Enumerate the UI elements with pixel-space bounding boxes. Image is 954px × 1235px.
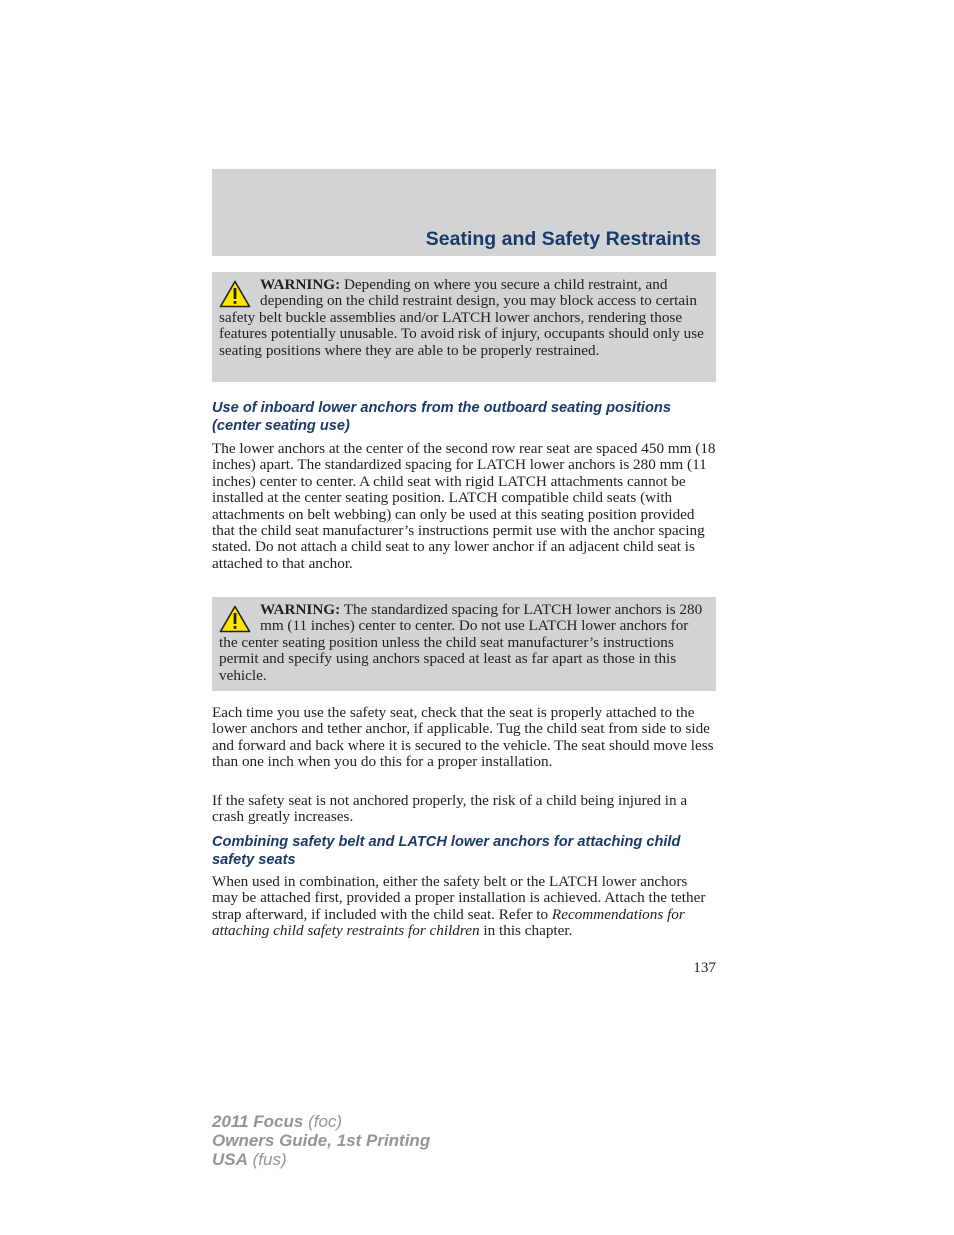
subheading-inboard-anchors: Use of inboard lower anchors from the outboard seating positions (center seating use) xyxy=(212,400,671,434)
footer-line-3: USA (fus) xyxy=(212,1150,287,1169)
warning-triangle-icon xyxy=(219,605,251,633)
subheading-combining-anchors: Combining safety belt and LATCH lower anchors for attaching child safety seats xyxy=(212,834,681,868)
section-header-band xyxy=(212,169,716,256)
paragraph-text: When used in combination, either the safety belt or the LATCH lower anchors may be attached first, provided a proper installation is achieved. Attach the tether strap afterward, if included with the child seat. Refer to xyxy=(212,873,706,923)
cross-reference-text: Recommendations for attaching child safety restraints for children xyxy=(212,905,685,940)
paragraph-check-seat: Each time you use the safety seat, check that the seat is properly attached to the lower anchors and tether anchor, if applicable. Tug the child seat from side to side and forward and back where it is secured to the vehicle. The seat should move less than one inch when you do this for a proper installation. xyxy=(212,704,714,771)
warning-triangle-icon xyxy=(219,280,251,308)
warning-label: WARNING: xyxy=(260,276,341,293)
page-number: 137 xyxy=(693,959,716,976)
warning-box-1 xyxy=(212,272,716,382)
warning-text: The standardized spacing for LATCH lower anchors is 280 mm (11 inches) center to center. Do not use LATCH lower anchors for the center seating position unless the child seat manufacturer’s instructions permit and specify using anchors spaced at least as far apart as those in this vehicle. xyxy=(219,601,703,684)
warning-label: WARNING: xyxy=(260,601,341,618)
footer-line-2: Owners Guide, 1st Printing xyxy=(212,1131,431,1150)
footer-print-info xyxy=(212,1112,430,1169)
paragraph-text: in this chapter. xyxy=(479,922,573,940)
section-title: Seating and Safety Restraints xyxy=(425,228,701,250)
warning-text: Depending on where you secure a child restraint, and depending on the child restraint design, you may block access to certain safety belt buckle assemblies and/or LATCH lower anchors, rendering those features potentially unusable. To avoid risk of injury, occupants should only use seating positions where they are able to be properly restrained. xyxy=(219,276,704,359)
paragraph-inboard-anchors: The lower anchors at the center of the second row rear seat are spaced 450 mm (18 inches) apart. The standardized spacing for LATCH lower anchors is 280 mm (11 inches) center to center. A child seat with rigid LATCH attachments cannot be installed at the center seating position. LATCH compatible child seats (with attachments on belt webbing) can only be used at this seating position provided that the child seat manufacturer’s instructions permit use with the anchor spacing stated. Do not attach a child seat to any lower anchor if an adjacent child seat is attached to that anchor. xyxy=(212,440,716,572)
warning-box-2 xyxy=(212,597,716,691)
paragraph-anchor-risk: If the safety seat is not anchored properly, the risk of a child being injured in a crash greatly increases. xyxy=(212,792,688,826)
footer-line-1: 2011 Focus (foc) xyxy=(212,1112,343,1131)
paragraph-combining-anchors xyxy=(212,874,716,940)
